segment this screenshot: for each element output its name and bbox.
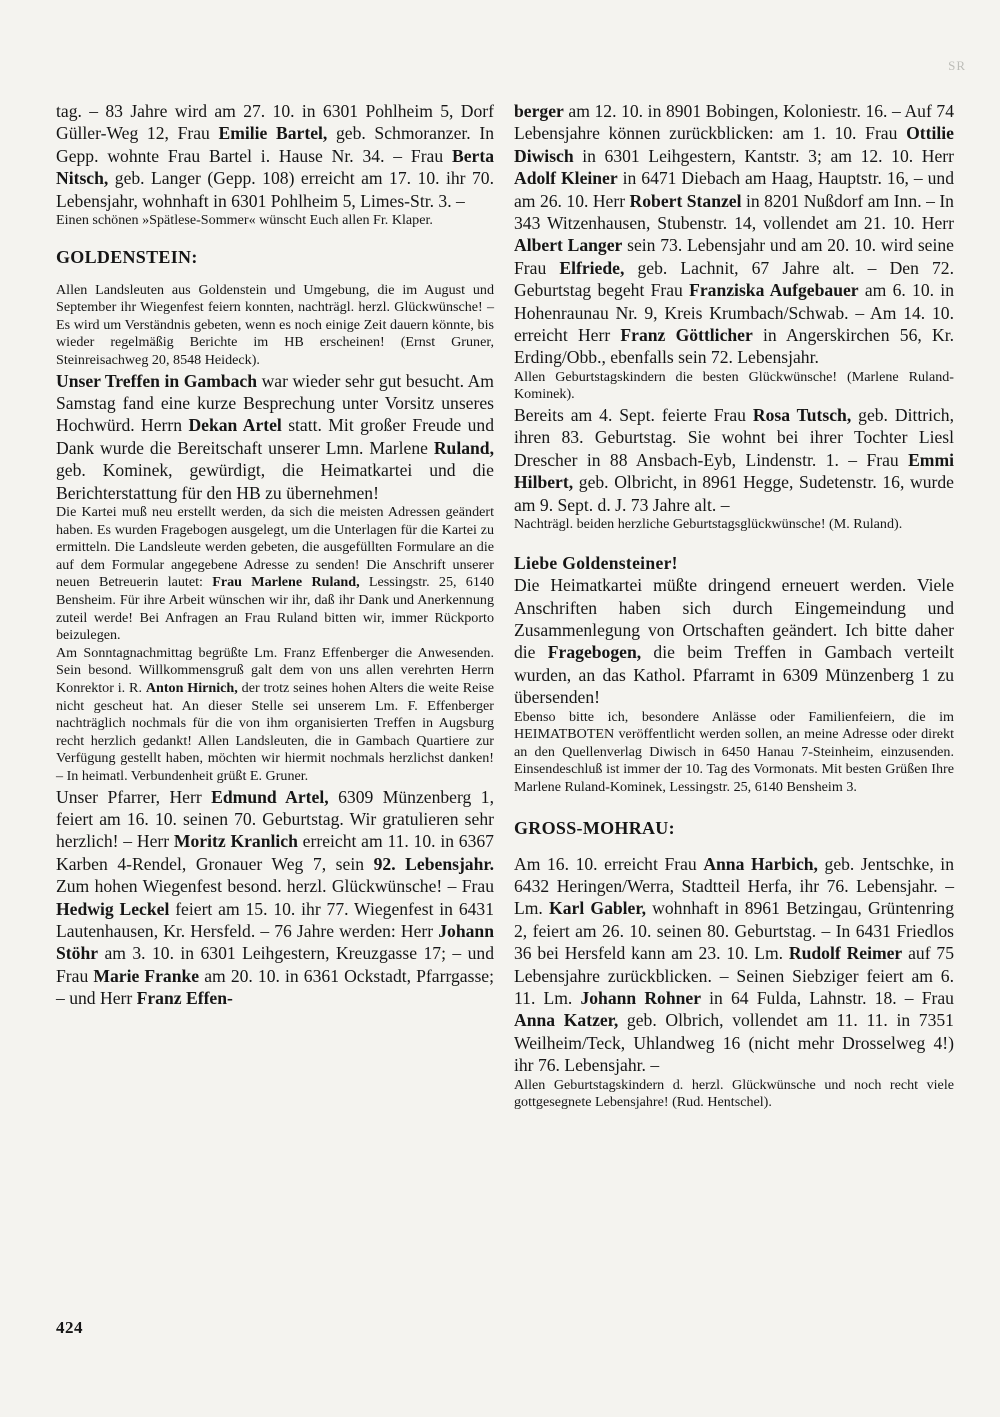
bold-name: Franz Göttlicher: [620, 325, 753, 346]
birthdays-wishes: Allen Geburtstagskindern die besten Glückwünsche! (Marlene Ruland-Kominek).: [514, 368, 954, 403]
bold-name: Anton Hirnich,: [145, 679, 238, 696]
bold-name: berger: [514, 101, 564, 121]
bold-name: Albert Langer: [514, 235, 623, 256]
bold-name: Franz Effen-: [136, 988, 233, 1009]
gross-mohrau-wishes: Allen Geburtstagskindern d. herzl. Glückwünsche und noch recht viele gottgesegnete Lebensjahre! (Rud. Hentschel).: [514, 1076, 954, 1111]
bold-name: Adolf Kleiner: [514, 168, 618, 189]
bold-name: Emmi Hilbert,: [514, 449, 954, 493]
section-heading-gross-mohrau: GROSS-MOHRAU:: [514, 817, 675, 838]
bold-name: Moritz Kranlich: [173, 831, 298, 852]
bold-name: Robert Stanzel: [629, 190, 742, 211]
goldenstein-kartei: Die Kartei muß neu erstellt werden, da sich die meisten Adressen geändert haben. Es wurden Fragebogen ausgelegt, um die Unterlagen für die Kartei zu ermitteln. Die Landsleute werden gebeten, die ausgefüllten Formulare an die auf dem Formular angegebene Adresse zu senden! Die Anschrift unserer neuen Betreuerin lautet: Frau Marlene Ruland, Lessingstr. 25, 6140 Bensheim. Für ihre Arbeit wünschen wir ihr, daß ihr Dank und Anerkennung zuteil werde! Bei Anfragen an Frau Ruland bitten wir, immer Rückporto beizulegen.: [56, 504, 494, 644]
bold-name: 92. Lebensjahr.: [373, 853, 494, 874]
goldenstein-meeting: Unser Treffen in Gambach war wieder sehr gut besucht. Am Samstag fand eine kurze Besprechung unter Vorsitz unseres Hochwürd. Herrn Dekan Artel statt. Mit großer Freude und Dank wurde die Bereitschaft unserer Lmn. Marlene Ruland, geb. Kominek, gewürdigt, die Heimatkartei und die Berichterstattung für den HB zu übernehmen!: [56, 370, 494, 503]
goldenstein-sunday: Am Sonntagnachmittag begrüßte Lm. Franz Effenberger die Anwesenden. Sein besond. Willkommensgruß galt dem von uns allen verehrten Herrn Konrektor i. R. Anton Hirnich, der trotz seines hohen Alters die weite Reise nicht gescheut hat. An dieser Stelle sei unserem Lm. F. Effenberger nachträglich nochmals für die von ihm organisierten Treffen in Augsburg recht herzlich gedankt! Allen Landsleuten, die in Gambach Quartiere zur Verfügung gestellt haben, möchten wir hiermit nochmals herzlichst danken! – In heimatl. Verbundenheit grüßt E. Gruner.: [56, 644, 495, 784]
bold-name: Frau Marlene Ruland,: [212, 574, 360, 591]
bold-name: Rudolf Reimer: [788, 943, 903, 964]
bold-name: Karl Gabler,: [549, 898, 646, 919]
left-column: [56, 100, 494, 1010]
section-heading-liebe-goldensteiner: Liebe Goldensteiner!: [514, 552, 678, 573]
right-column: [514, 100, 954, 1112]
liebe-submissions: Ebenso bitte ich, besondere Anlässe oder Familienfeiern, die im HEIMATBOTEN veröffentlicht werden sollen, an meine Adresse oder direkt an den Quellenverlag Diwisch in 6450 Hanau 7-Steinheim, einzusenden. Einsendeschluß ist immer der 10. Tag des Vormonats. Mit besten Grüßen Ihre Marlene Ruland-Kominek, Lessingstr. 25, 6140 Bensheim 3.: [514, 708, 954, 795]
bold-name: Dekan Artel: [188, 415, 282, 436]
bold-name: Anna Harbich,: [703, 853, 818, 874]
page-number: 424: [56, 1318, 83, 1337]
bold-name: Marie Franke: [93, 965, 200, 986]
birthdays-september: Bereits am 4. Sept. feierte Frau Rosa Tutsch, geb. Dittrich, ihren 83. Geburtstag. Sie wohnt bei ihrer Tochter Liesl Drescher in 88 Ansbach-Eyb, Lindenstr. 1. – Frau Emmi Hilbert, geb. Olbricht, in 8961 Hegge, Sudetenstr. 16, wurde am 9. Sept. d. J. 73 Jahre alt. –: [514, 405, 954, 515]
bold-name: Ottilie Diwisch: [514, 123, 954, 166]
section-heading-goldenstein: GOLDENSTEIN:: [56, 246, 198, 267]
bold-name: Edmund Artel,: [211, 786, 329, 807]
liebe-kartei: Die Heimatkartei müßte dringend erneuert werden. Viele Anschriften haben sich durch Eingemeindung und Zusammenlegung von Ortschaften geändert. Ich bitte daher die Fragebogen, die beim Treffen in Gambach verteilt wurden, an das Kathol. Pfarramt in 6309 Münzenberg 1 zu übersenden!: [514, 575, 954, 708]
bold-name: Berta Nitsch,: [56, 145, 494, 189]
bold-name: Rosa Tutsch,: [752, 405, 852, 426]
bold-name: Elfriede,: [559, 257, 625, 278]
bold-name: Johann Stöhr: [56, 920, 494, 964]
bold-name: Ruland,: [433, 437, 494, 458]
bold-name: Unser Treffen in Gambach: [56, 370, 258, 391]
bold-name: Franziska Aufgebauer: [689, 280, 859, 301]
intro-greeting: Einen schönen »Spätlese-Sommer« wünscht Euch allen Fr. Klaper.: [56, 212, 433, 229]
bold-name: Emilie Bartel,: [218, 123, 328, 144]
goldenstein-birthdays: Unser Pfarrer, Herr Edmund Artel, 6309 Münzenberg 1, feiert am 16. 10. seinen 70. Geburtstag. Wir gratulieren sehr herzlich! – Herr Moritz Kranlich erreicht am 11. 10. in 6367 Karben 4-Rendel, Gronauer Weg 7, sein 92. Lebensjahr. Zum hohen Wiegenfest besond. herzl. Glückwünsche! – Frau Hedwig Leckel feiert am 15. 10. ihr 77. Wiegenfest in 6431 Lautenhausen, Kr. Hersfeld. – 76 Jahre werden: Herr Johann Stöhr am 3. 10. in 6301 Leihgestern, Kreuzgasse 17; – und Frau Marie Franke am 20. 10. in 6361 Ockstadt, Pfarrgasse; – und Herr Franz Effen-: [56, 786, 495, 1009]
gross-mohrau-birthdays: Am 16. 10. erreicht Frau Anna Harbich, geb. Jentschke, in 6432 Heringen/Werra, Stadtteil Herfa, ihr 76. Lebensjahr. – Lm. Karl Gabler, wohnhaft in 8961 Betzingau, Grüntenring 2, feiert am 26. 10. seinen 80. Geburtstag. – In 6431 Friedlos 36 bei Hersfeld kann am 23. 10. Lm. Rudolf Reimer auf 75 Lebensjahre zurückblicken. – Seinen Siebziger feiert am 6. 11. Lm. Johann Rohner in 64 Fulda, Lahnstr. 18. – Frau Anna Katzer, geb. Olbrich, vollendet am 11. 11. in 7351 Weilheim/Teck, Uhlandweg 16 (nicht mehr Drosselweg 4!) ihr 76. Lebensjahr. –: [514, 853, 954, 1076]
bold-name: Johann Rohner: [580, 987, 702, 1008]
bold-name: Hedwig Leckel: [56, 898, 170, 919]
birthdays-continued: berger am 12. 10. in 8901 Bobingen, Koloniestr. 16. – Auf 74 Lebensjahre können zurückblicken: am 1. 10. Frau Ottilie Diwisch in 6301 Leihgestern, Kantstr. 3; am 12. 10. Herr Adolf Kleiner in 6471 Diebach am Haag, Hauptstr. 16, – und am 26. 10. Herr Robert Stanzel in 8201 Nußdorf am Inn. – In 343 Witzenhausen, Stubenstr. 14, vollendet am 21. 10. Herr Albert Langer sein 73. Lebensjahr und am 20. 10. wird seine Frau Elfriede, geb. Lachnit, 67 Jahre alt. – Den 72. Geburtstag begeht Frau Franziska Aufgebauer am 6. 10. in Hohenraunau Nr. 9, Kreis Krumbach/Schwab. – Am 14. 10. erreicht Herr Franz Göttlicher in Angerskirchen 56, Kr. Erding/Obb., ebenfalls sein 72. Lebensjahr.: [514, 101, 955, 368]
bold-name: Anna Katzer,: [514, 1010, 619, 1031]
goldenstein-intro: Allen Landsleuten aus Goldenstein und Umgebung, die im August und September ihr Wiegenfest feiern konnten, nachträgl. herzl. Glückwünsche! – Es wird um Verständnis gebeten, wenn es noch einige Zeit dauern könnte, bis wieder regelmäßig Berichte im HB erscheinen! (Ernst Gruner, Steinreisachweg 20, 8548 Heideck).: [56, 281, 494, 368]
birthdays-belated: Nachträgl. beiden herzliche Geburtstagsglückwünsche! (M. Ruland).: [514, 516, 903, 533]
bold-name: Fragebogen,: [547, 642, 642, 663]
corner-mark: SR: [948, 58, 966, 73]
intro-paragraph: tag. – 83 Jahre wird am 27. 10. in 6301 Pohlheim 5, Dorf Güller-Weg 12, Frau Emilie Bartel, geb. Schmoranzer. In Gepp. wohnte Frau Bartel i. Hause Nr. 34. – Frau Berta Nitsch, geb. Langer (Gepp. 108) erreicht am 17. 10. ihr 70. Lebensjahr, wohnhaft in 6301 Pohlheim 5, Limes-Str. 3. –: [56, 101, 494, 211]
